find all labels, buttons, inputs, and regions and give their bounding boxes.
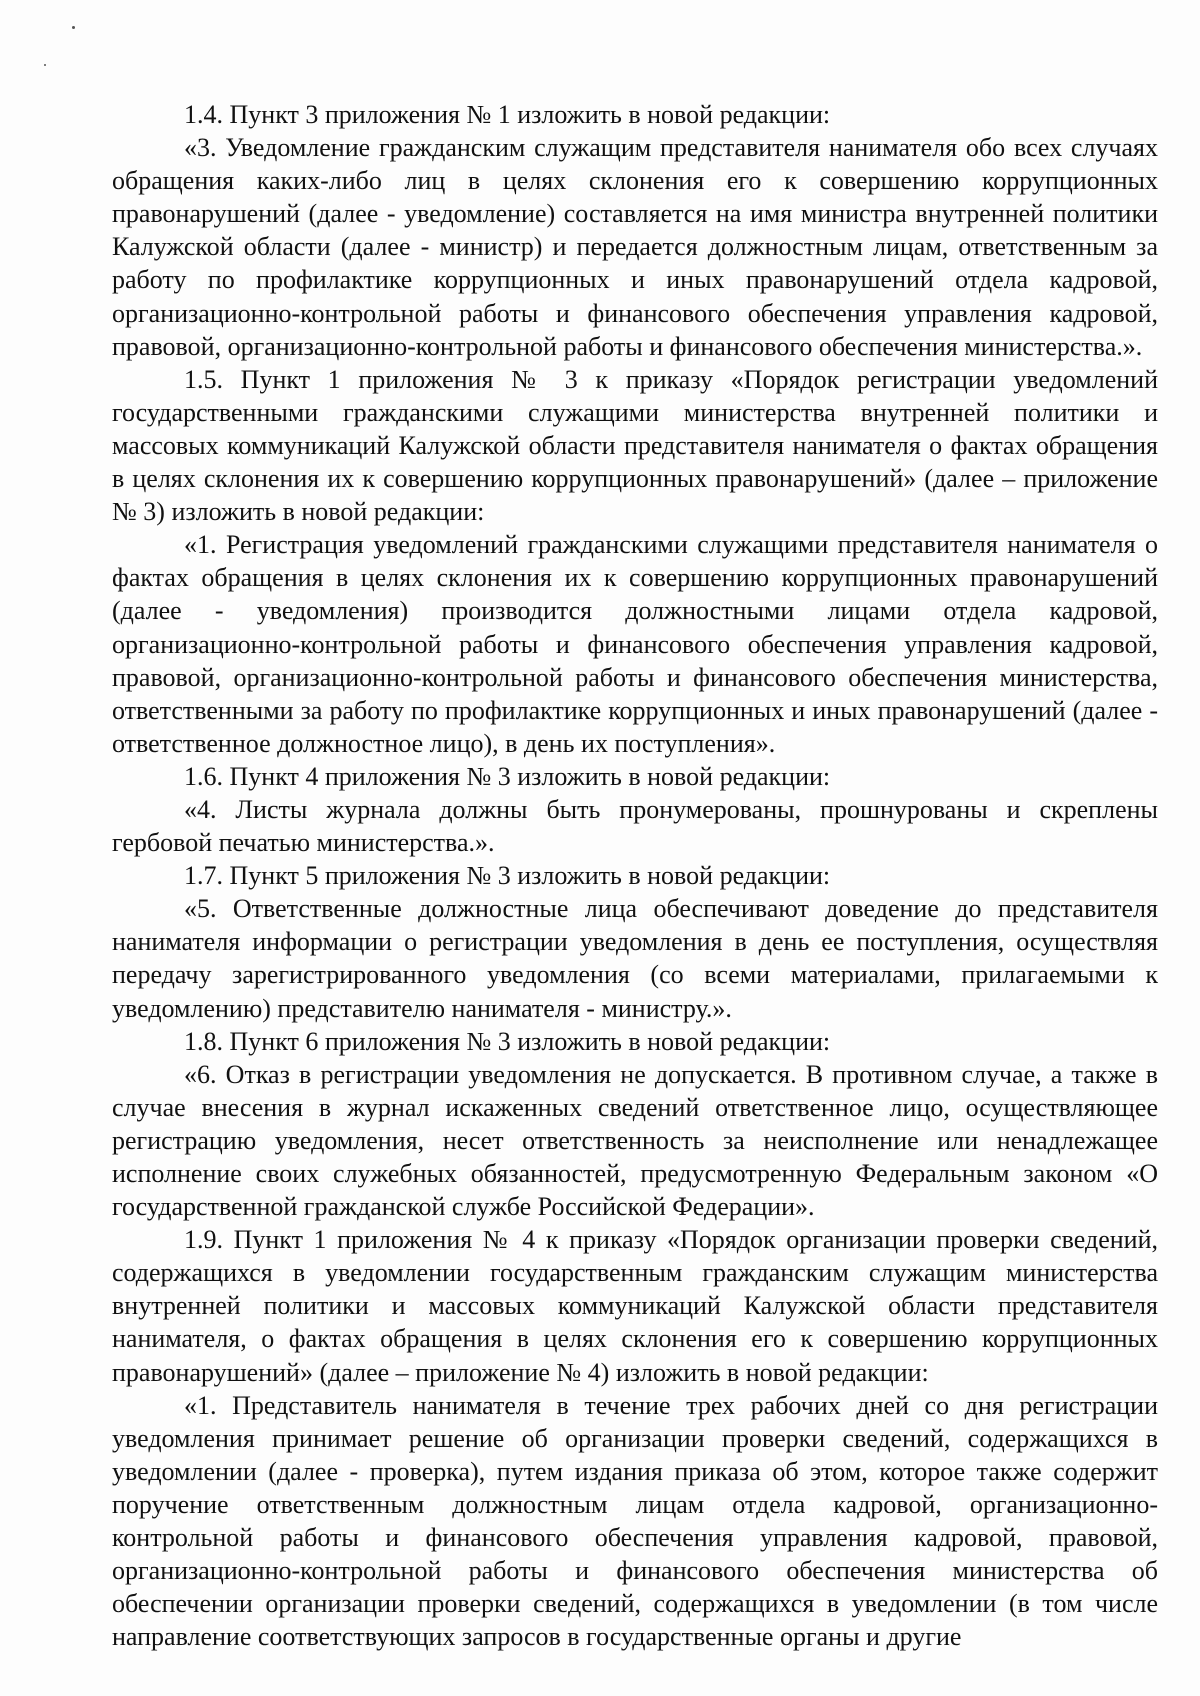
paragraph: 1.4. Пункт 3 приложения № 1 изложить в новой редакции: <box>184 100 831 129</box>
document-body <box>112 98 1158 1653</box>
paragraph: 1.5. Пункт 1 приложения № 3 к приказу «Порядок регистрации уведомлений государственными гражданскими служащими министерства внутренней политики и массовых коммуникаций Калужской области представителя нанимателя о фактах обращения в целях склонения их к совершению коррупционных правонарушений» (далее – приложение № 3) изложить в новой редакции: <box>112 364 1158 527</box>
paragraph: 1.9. Пункт 1 приложения № 4 к приказу «Порядок организации проверки сведений, содержащихся в уведомлении государственным гражданским служащим министерства внутренней политики и массовых коммуникаций Калужской области представителя нанимателя, о фактах обращения в целях склонения его к совершению коррупционных правонарушений» (далее – приложение № 4) изложить в новой редакции: <box>112 1225 1158 1387</box>
scan-speck <box>72 26 75 29</box>
paragraph: «5. Ответственные должностные лица обеспечивают доведение до представителя нанимателя информации о регистрации уведомления в день ее поступления, осуществляя передачу зарегистрированного уведомления (со всеми материалами, прилагаемыми к уведомлению) представителю нанимателя - министру.». <box>112 894 1158 1023</box>
paragraph: «1. Представитель нанимателя в течение трех рабочих дней со дня регистрации уведомления принимает решение об организации проверки сведений, содержащихся в уведомлении (далее - проверка), путем издания приказа об этом, которое также содержит поручение ответственным должностным лицам отдела кадровой, организационно-контрольной работы и финансового обеспечения управления кадровой, правовой, организационно-контрольной работы и финансового обеспечения министерства об обеспечении организации проверки сведений, содержащихся в уведомлении (в том числе направление соответствующих запросов в государственные органы и другие <box>112 1390 1158 1652</box>
paragraph: «4. Листы журнала должны быть пронумерованы, прошнурованы и скреплены гербовой печатью министерства.». <box>112 794 1158 858</box>
paragraph: «1. Регистрация уведомлений гражданскими служащими представителя нанимателя о фактах обращения в целях склонения их к совершению коррупционных правонарушений (далее - уведомления) производится должностными лицами отдела кадровой, организационно-контрольной работы и финансового обеспечения управления кадровой, правовой, организационно-контрольной работы и финансового обеспечения министерства, ответственными за работу по профилактике коррупционных и иных правонарушений (далее - ответственное должностное лицо), в день их поступления». <box>112 530 1158 758</box>
paragraph: 1.6. Пункт 4 приложения № 3 изложить в новой редакции: <box>184 761 831 791</box>
paragraph: «3. Уведомление гражданским служащим представителя нанимателя обо всех случаях обращения каких-либо лиц в целях склонения его к совершению коррупционных правонарушений (далее - уведомление) составляется на имя министра внутренней политики Калужской области (далее - министр) и передается должностным лицам, ответственным за работу по профилактике коррупционных и иных правонарушений отдела кадровой, организационно-контрольной работы и финансового обеспечения управления кадровой, правовой, организационно-контрольной работы и финансового обеспечения министерства.». <box>112 133 1158 361</box>
paragraph: 1.7. Пункт 5 приложения № 3 изложить в новой редакции: <box>184 861 831 891</box>
scan-speck <box>44 64 46 66</box>
paragraph: «6. Отказ в регистрации уведомления не допускается. В противном случае, а также в случае внесения в журнал искаженных сведений ответственное лицо, осуществляющее регистрацию уведомления, несет ответственность за неисполнение или ненадлежащее исполнение своих служебных обязанностей, предусмотренную Федеральным законом «О государственной гражданской службе Российской Федерации». <box>112 1059 1158 1222</box>
paragraph: 1.8. Пункт 6 приложения № 3 изложить в новой редакции: <box>184 1026 831 1056</box>
